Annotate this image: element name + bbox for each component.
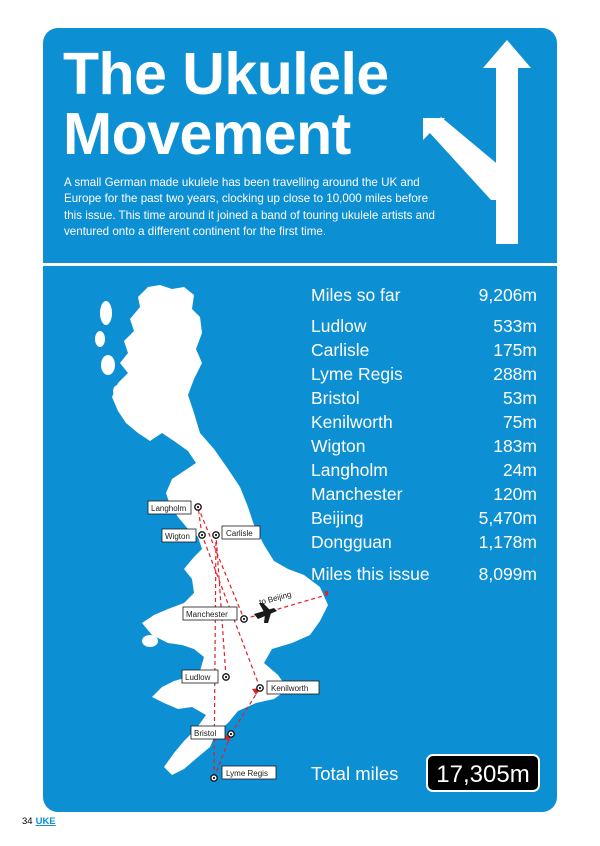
leg-row: Bristol 53m	[311, 388, 537, 408]
brand-link[interactable]: UKE	[35, 816, 56, 827]
junction-arrow-icon	[421, 40, 551, 250]
place-label-manchester	[183, 607, 237, 620]
leg-row: Wigton 183m	[311, 436, 537, 456]
leg-row: Ludlow 533m	[311, 316, 537, 336]
page-number: 34	[22, 816, 33, 827]
to-beijing-label: to Beijing	[258, 589, 293, 607]
leg-row: Beijing 5,470m	[311, 508, 537, 528]
svg-text:Bristol: Bristol	[194, 729, 217, 738]
title-line-1: The Ukulele	[63, 41, 389, 107]
place-label-carlisle	[222, 526, 260, 539]
svg-text:Wigton: Wigton	[165, 532, 190, 541]
place-label-bristol	[191, 726, 225, 739]
miles-this-issue-label: Miles this issue	[311, 564, 430, 584]
road-sign-panel	[43, 28, 557, 812]
total-miles-value: 17,305m	[426, 754, 540, 792]
place-label-kenilworth	[267, 681, 319, 694]
miles-this-issue-value: 8,099m	[478, 564, 537, 584]
page-footer	[22, 816, 56, 827]
svg-text:Carlisle: Carlisle	[226, 529, 253, 538]
total-miles-label: Total miles	[311, 763, 399, 784]
place-label-wigton	[162, 529, 196, 542]
svg-text:Manchester: Manchester	[186, 610, 228, 619]
leg-row: Langholm 24m	[311, 460, 537, 480]
sign-divider	[43, 263, 557, 266]
svg-text:Ludlow: Ludlow	[185, 673, 211, 682]
miles-so-far-row	[311, 283, 537, 307]
great-britain-landmass	[112, 285, 328, 775]
intro-paragraph: A small German made ukulele has been travelling around the UK and Europe for the past two years, clocking up close to 10,000 miles before this issue. This time around it joined a band of touring ukulele artists and ventured onto a different continent for the first time.	[64, 176, 435, 238]
leg-row: Carlisle 175m	[311, 340, 537, 360]
leg-row: Dongguan 1,178m	[311, 532, 537, 552]
svg-text:Lyme Regis: Lyme Regis	[226, 769, 268, 778]
leg-row: Kenilworth 75m	[311, 412, 537, 432]
place-label-lyme-regis	[222, 766, 276, 779]
svg-text:Langholm: Langholm	[151, 504, 187, 513]
place-label-langholm	[148, 501, 191, 514]
svg-text:Kenilworth: Kenilworth	[271, 684, 309, 693]
title-line-2: Movement	[63, 101, 351, 167]
uk-route-map	[88, 283, 328, 783]
miles-this-issue-row	[311, 562, 537, 586]
leg-row: Manchester 120m	[311, 484, 537, 504]
miles-so-far-label: Miles so far	[311, 285, 401, 305]
leg-row: Lyme Regis 288m	[311, 364, 537, 384]
miles-so-far-value: 9,206m	[478, 285, 537, 305]
place-label-ludlow	[182, 670, 218, 683]
page-title	[63, 41, 389, 167]
